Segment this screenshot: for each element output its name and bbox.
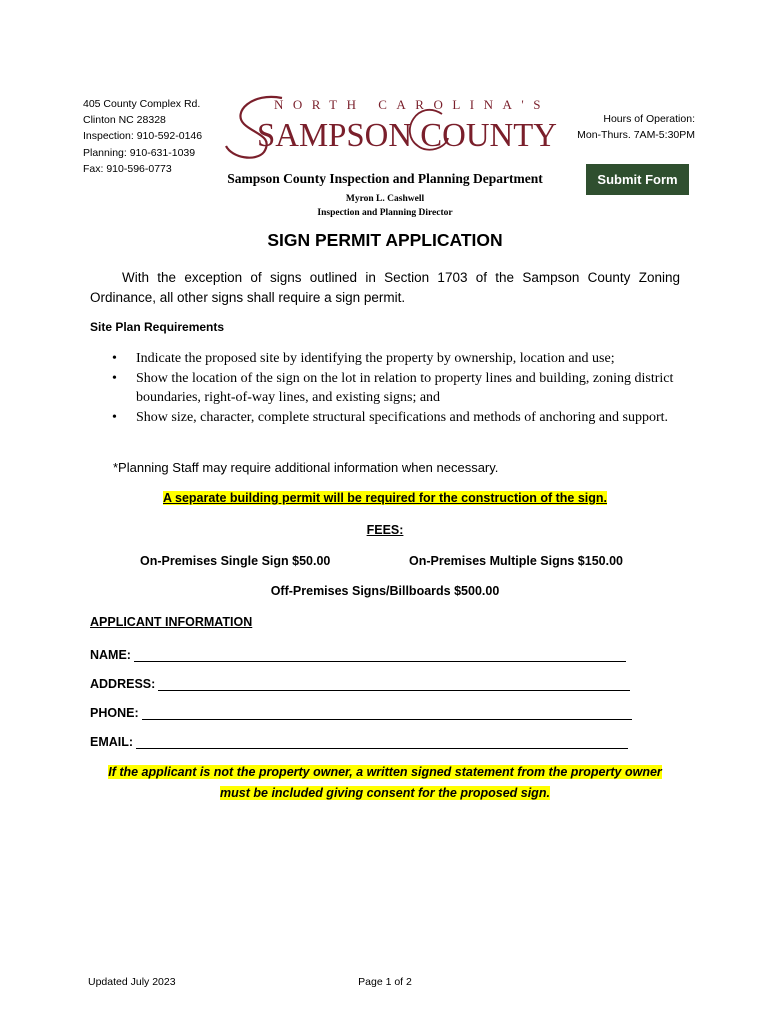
- logo-main-text: SAMPSON COUNTY: [257, 117, 557, 154]
- page-title: SIGN PERMIT APPLICATION: [267, 230, 503, 250]
- email-field[interactable]: [136, 733, 628, 749]
- hours-label: Hours of Operation:: [603, 113, 695, 125]
- contact-address: 405 County Complex Rd.: [83, 98, 201, 110]
- intro-paragraph: [90, 268, 680, 308]
- director-name: Myron L. Cashwell: [345, 194, 425, 204]
- address-label: ADDRESS:: [90, 677, 156, 691]
- contact-fax: Fax: 910-596-0773: [83, 162, 172, 175]
- sampson-county-logo: [222, 92, 557, 162]
- name-row: [90, 646, 626, 662]
- contact-planning-phone: Planning: 910-631-1039: [83, 146, 196, 159]
- building-permit-note: [0, 491, 770, 505]
- property-owner-note-text: If the applicant is not the property owner, a written signed statement from the property owner must be included giving consent for the proposed sign.: [108, 765, 662, 800]
- phone-field[interactable]: [142, 704, 632, 720]
- contact-inspection-phone: Inspection: 910-592-0146: [83, 130, 203, 143]
- phone-row: [90, 704, 632, 720]
- email-label: EMAIL:: [90, 735, 134, 749]
- hours-of-operation: [560, 111, 695, 143]
- phone-label: PHONE:: [90, 706, 139, 720]
- site-plan-list: [110, 349, 680, 427]
- applicant-info-heading: APPLICANT INFORMATION: [90, 615, 253, 629]
- director-block: [240, 192, 530, 220]
- property-owner-note: [100, 762, 670, 804]
- building-permit-note-text: A separate building permit will be required for the construction of the sign.: [162, 491, 608, 505]
- list-item: • Show size, character, complete structural specifications and methods of anchoring and support.: [110, 408, 680, 428]
- contact-city: Clinton NC 28328: [83, 114, 166, 127]
- site-plan-heading: Site Plan Requirements: [90, 320, 225, 334]
- name-field[interactable]: [134, 646, 626, 662]
- fees-heading: FEES:: [366, 523, 404, 537]
- fee-off-premises: Off-Premises Signs/Billboards $500.00: [270, 584, 500, 598]
- submit-form-button[interactable]: Submit Form: [586, 164, 689, 195]
- list-item: • Show the location of the sign on the lot in relation to property lines and building, zoning district boundaries, right-of-way lines, and existing signs; and: [110, 369, 680, 408]
- contact-info: [83, 96, 202, 177]
- list-item: • Indicate the proposed site by identifying the property by ownership, location and use;: [110, 349, 680, 369]
- planning-staff-note: *Planning Staff may require additional information when necessary.: [113, 460, 499, 475]
- fee-single-sign: On-Premises Single Sign $50.00: [140, 554, 331, 568]
- address-field[interactable]: [158, 675, 630, 691]
- fee-multiple-signs: On-Premises Multiple Signs $150.00: [409, 554, 623, 568]
- logo-top-text: NORTH CAROLINA'S: [274, 97, 550, 112]
- hours-value: Mon-Thurs. 7AM-5:30PM: [577, 129, 695, 141]
- department-name: Sampson County Inspection and Planning Department: [227, 171, 543, 186]
- updated-date: Updated July 2023: [88, 976, 176, 988]
- page-number: Page 1 of 2: [358, 976, 412, 988]
- director-title: Inspection and Planning Director: [317, 208, 453, 218]
- address-row: [90, 675, 630, 691]
- intro-text: With the exception of signs outlined in Section 1703 of the Sampson County Zoning Ordinance, all other signs shall require a sign permit.: [90, 270, 680, 305]
- email-row: [90, 733, 628, 749]
- name-label: NAME:: [90, 648, 131, 662]
